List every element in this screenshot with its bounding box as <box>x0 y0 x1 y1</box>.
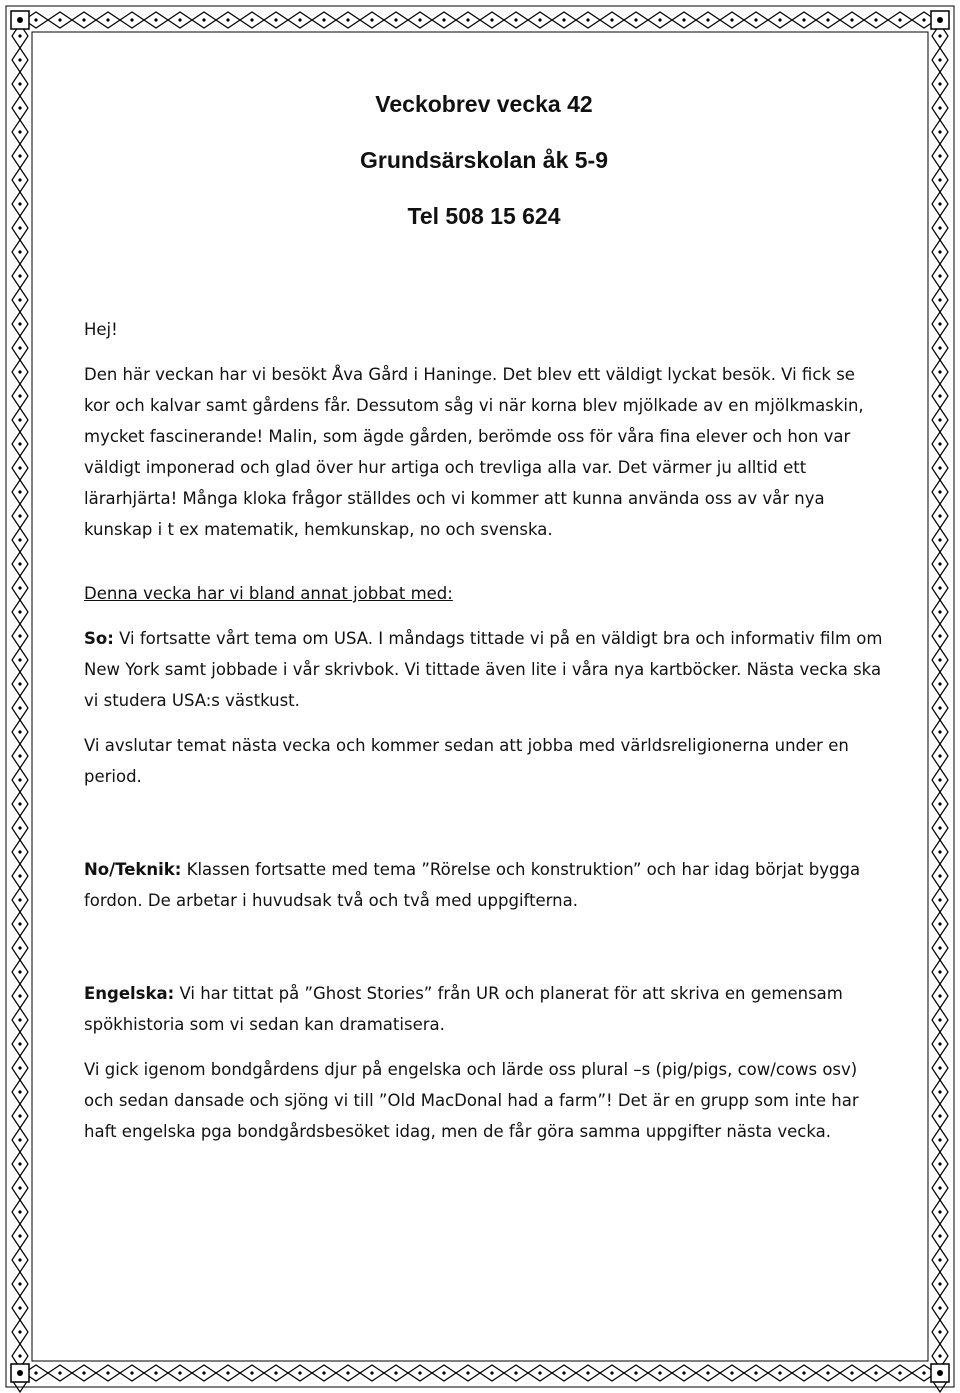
border-motif <box>938 1138 941 1141</box>
border-motif <box>18 850 21 853</box>
border-motif <box>898 18 901 21</box>
border-motif <box>18 586 21 589</box>
border-motif <box>938 1018 941 1021</box>
border-motif <box>18 370 21 373</box>
border-motif <box>18 1018 21 1021</box>
border-motif <box>370 1371 373 1374</box>
border-motif <box>18 922 21 925</box>
border-motif <box>938 658 941 661</box>
border-motif <box>610 18 613 21</box>
border-motif <box>706 1371 709 1374</box>
border-motif <box>18 34 21 37</box>
border-motif <box>938 586 941 589</box>
border-motif <box>610 1371 613 1374</box>
border-motif <box>658 1371 661 1374</box>
border-motif <box>938 1234 941 1237</box>
border-motif <box>130 1371 133 1374</box>
border-motif <box>586 18 589 21</box>
border-motif <box>938 1306 941 1309</box>
border-motif <box>826 18 829 21</box>
border-motif <box>938 1066 941 1069</box>
border-motif <box>938 490 941 493</box>
border-motif <box>937 17 943 23</box>
border-motif <box>938 730 941 733</box>
engelska-paragraph <box>84 978 884 1040</box>
border-motif <box>18 826 21 829</box>
border-motif <box>18 226 21 229</box>
border-motif <box>202 18 205 21</box>
border-motif <box>778 1371 781 1374</box>
border-motif <box>938 130 941 133</box>
border-motif <box>18 874 21 877</box>
so-paragraph <box>84 623 884 716</box>
letter-content <box>84 84 884 1147</box>
engelska-paragraph-2: Vi gick igenom bondgårdens djur på engelska och lärde oss plural –s (pig/pigs, cow/cows osv) och sedan dansade och sjöng vi till ”Old MacDonal had a farm”! Det är en grupp som inte har haft engelska pga bondgårdsbesöket idag, men de får göra samma uppgifter nästa vecka. <box>84 1060 859 1141</box>
border-motif <box>18 442 21 445</box>
border-motif <box>938 466 941 469</box>
border-motif <box>938 58 941 61</box>
border-motif <box>298 18 301 21</box>
border-motif <box>938 1186 941 1189</box>
so-paragraph-2: Vi avslutar temat nästa vecka och kommer sedan att jobba med världsreligionerna under en period. <box>84 736 849 786</box>
border-motif <box>58 1371 61 1374</box>
border-motif <box>938 370 941 373</box>
border-motif <box>18 562 21 565</box>
border-motif <box>730 1371 733 1374</box>
border-motif <box>938 226 941 229</box>
border-motif <box>394 1371 397 1374</box>
border-motif <box>938 898 941 901</box>
border-motif <box>802 18 805 21</box>
border-motif <box>34 18 37 21</box>
border-motif <box>18 1066 21 1069</box>
section-heading: Denna vecka har vi bland annat jobbat med: <box>84 584 453 603</box>
border-motif <box>874 1371 877 1374</box>
border-motif <box>18 754 21 757</box>
border-motif <box>634 18 637 21</box>
border-motif <box>18 346 21 349</box>
border-motif <box>18 610 21 613</box>
border-motif <box>938 154 941 157</box>
border-motif <box>18 634 21 637</box>
border-motif <box>130 18 133 21</box>
border-motif <box>938 922 941 925</box>
border-motif <box>938 298 941 301</box>
border-motif <box>850 1371 853 1374</box>
border-motif <box>18 490 21 493</box>
border-motif <box>490 18 493 21</box>
border-motif <box>938 1354 941 1357</box>
border-motif <box>754 1371 757 1374</box>
border-motif <box>178 1371 181 1374</box>
border-motif <box>250 18 253 21</box>
border-motif <box>18 1186 21 1189</box>
border-motif <box>938 562 941 565</box>
border-motif <box>514 18 517 21</box>
border-motif <box>937 1370 943 1376</box>
border-motif <box>18 1162 21 1165</box>
border-motif <box>18 898 21 901</box>
so-label: So: <box>84 629 114 648</box>
border-motif <box>938 322 941 325</box>
border-motif <box>394 18 397 21</box>
border-motif <box>938 394 941 397</box>
border-motif <box>178 18 181 21</box>
border-motif <box>322 18 325 21</box>
border-motif <box>370 18 373 21</box>
border-motif <box>938 202 941 205</box>
border-motif <box>18 1210 21 1213</box>
border-motif <box>938 706 941 709</box>
border-motif <box>538 1371 541 1374</box>
so-text: Vi fortsatte vårt tema om USA. I måndags tittade vi på en väldigt bra och informativ film om New York samt jobbade i vår skrivbok. Vi tittade även lite i våra nya kartböcker. Nästa vecka ska vi studera USA:s västkust. <box>84 629 883 710</box>
intro-text-a: Den här veckan har vi besökt Åva Gård i Haninge. Det blev ett väldigt lyckat besök. Vi fick se kor och kalvar samt gårdens får. Dessutom såg vi när korna blev mjölkade av en mjölkmaskin, mycket fascinerande! Malin, som ägde gården, berömde oss för våra fina elever och hon var väldigt imponerad och glad över hur artiga och trevliga alla var. Det värmer ju alltid ett lärarhjärta! <box>84 365 864 508</box>
border-motif <box>18 706 21 709</box>
border-motif <box>938 874 941 877</box>
border-motif <box>938 970 941 973</box>
border-motif <box>938 34 941 37</box>
border-motif <box>898 1371 901 1374</box>
border-motif <box>18 682 21 685</box>
no-teknik-paragraph <box>84 854 884 916</box>
border-motif <box>346 18 349 21</box>
border-motif <box>538 18 541 21</box>
intro-paragraph <box>84 359 884 545</box>
border-motif <box>706 18 709 21</box>
border-motif <box>938 1282 941 1285</box>
border-motif <box>18 1306 21 1309</box>
border-motif <box>682 1371 685 1374</box>
border-motif <box>18 418 21 421</box>
border-motif <box>58 18 61 21</box>
border-motif <box>938 754 941 757</box>
border-motif <box>938 106 941 109</box>
border-motif <box>18 1234 21 1237</box>
border-motif <box>938 850 941 853</box>
border-motif <box>18 1138 21 1141</box>
border-motif <box>442 1371 445 1374</box>
border-motif <box>938 682 941 685</box>
border-motif <box>586 1371 589 1374</box>
border-motif <box>922 18 925 21</box>
border-motif <box>18 1042 21 1045</box>
border-motif <box>938 946 941 949</box>
border-motif <box>18 82 21 85</box>
border-motif <box>154 1371 157 1374</box>
border-motif <box>18 1114 21 1117</box>
intro-text-b: Många kloka frågor ställdes och vi kommer att kunna använda oss av vår nya kunskap i t ex matematik, hemkunskap, no och svenska. <box>84 489 825 539</box>
border-motif <box>34 1371 37 1374</box>
border-motif <box>682 18 685 21</box>
border-motif <box>274 18 277 21</box>
border-motif <box>874 18 877 21</box>
border-motif <box>938 418 941 421</box>
border-motif <box>226 1371 229 1374</box>
border-motif <box>18 538 21 541</box>
border-motif <box>202 1371 205 1374</box>
border-motif <box>18 514 21 517</box>
border-motif <box>298 1371 301 1374</box>
border-motif <box>938 1210 941 1213</box>
border-motif <box>938 1162 941 1165</box>
border-motif <box>18 394 21 397</box>
border-motif <box>18 970 21 973</box>
border-motif <box>938 1330 941 1333</box>
border-motif <box>106 18 109 21</box>
school-name: Grundsärskolan åk 5-9 <box>360 147 608 173</box>
border-motif <box>346 1371 349 1374</box>
page-title: Veckobrev vecka 42 <box>375 91 593 117</box>
border-motif <box>18 274 21 277</box>
border-motif <box>826 1371 829 1374</box>
border-motif <box>938 634 941 637</box>
border-motif <box>938 610 941 613</box>
phone-number: Tel 508 15 624 <box>407 203 561 229</box>
border-motif <box>938 346 941 349</box>
border-motif <box>18 106 21 109</box>
border-motif <box>418 18 421 21</box>
border-motif <box>18 1258 21 1261</box>
border-motif <box>490 1371 493 1374</box>
border-motif <box>106 1371 109 1374</box>
border-motif <box>18 1282 21 1285</box>
border-motif <box>938 82 941 85</box>
border-motif <box>418 1371 421 1374</box>
border-motif <box>18 730 21 733</box>
border-motif <box>18 1090 21 1093</box>
engelska-label: Engelska: <box>84 984 175 1003</box>
border-motif <box>938 178 941 181</box>
border-motif <box>18 154 21 157</box>
no-teknik-text: Klassen fortsatte med tema ”Rörelse och konstruktion” och har idag börjat bygga fordon. De arbetar i huvudsak två och två med uppgifterna. <box>84 860 861 910</box>
border-motif <box>82 18 85 21</box>
border-motif <box>18 130 21 133</box>
border-motif <box>18 946 21 949</box>
border-motif <box>938 1042 941 1045</box>
border-motif <box>778 18 781 21</box>
border-motif <box>514 1371 517 1374</box>
border-motif <box>18 802 21 805</box>
border-motif <box>938 1114 941 1117</box>
border-motif <box>18 178 21 181</box>
border-motif <box>850 18 853 21</box>
border-motif <box>18 250 21 253</box>
engelska-text: Vi har tittat på ”Ghost Stories” från UR och planerat för att skriva en gemensam spökhistoria som vi sedan kan dramatisera. <box>84 984 843 1034</box>
border-motif <box>658 18 661 21</box>
border-motif <box>250 1371 253 1374</box>
border-motif <box>938 994 941 997</box>
border-motif <box>938 1258 941 1261</box>
border-motif <box>562 1371 565 1374</box>
border-motif <box>18 778 21 781</box>
border-motif <box>18 298 21 301</box>
border-motif <box>322 1371 325 1374</box>
border-motif <box>18 1330 21 1333</box>
border-motif <box>922 1371 925 1374</box>
border-motif <box>938 442 941 445</box>
border-motif <box>562 18 565 21</box>
border-motif <box>18 1354 21 1357</box>
border-motif <box>17 17 23 23</box>
border-motif <box>442 18 445 21</box>
border-motif <box>938 538 941 541</box>
border-motif <box>938 514 941 517</box>
border-motif <box>18 466 21 469</box>
border-motif <box>18 994 21 997</box>
border-motif <box>226 18 229 21</box>
border-motif <box>802 1371 805 1374</box>
border-motif <box>938 250 941 253</box>
border-motif <box>938 826 941 829</box>
border-motif <box>17 1370 23 1376</box>
border-motif <box>18 202 21 205</box>
border-motif <box>730 18 733 21</box>
border-motif <box>82 1371 85 1374</box>
greeting: Hej! <box>84 320 118 339</box>
border-motif <box>274 1371 277 1374</box>
border-motif <box>634 1371 637 1374</box>
border-motif <box>18 322 21 325</box>
border-motif <box>754 18 757 21</box>
border-motif <box>938 802 941 805</box>
border-motif <box>18 58 21 61</box>
border-motif <box>938 778 941 781</box>
border-motif <box>154 18 157 21</box>
border-motif <box>466 18 469 21</box>
border-motif <box>466 1371 469 1374</box>
border-motif <box>938 1090 941 1093</box>
border-motif <box>18 658 21 661</box>
border-motif <box>938 274 941 277</box>
no-teknik-label: No/Teknik: <box>84 860 182 879</box>
